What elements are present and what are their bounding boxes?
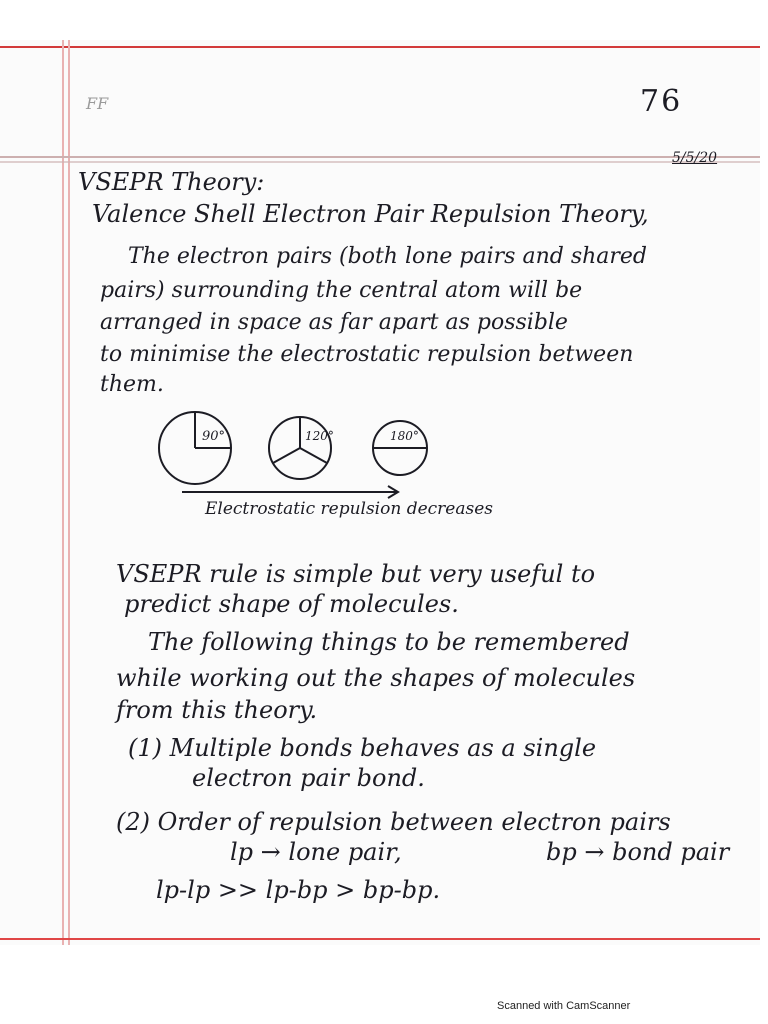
point1-line2: electron pair bond. <box>192 764 425 792</box>
point2-line1: (2) Order of repulsion between electron pairs <box>116 808 671 836</box>
date: 5/5/20 <box>672 150 718 166</box>
point1-line1: (1) Multiple bonds behaves as a single <box>128 734 597 762</box>
electron-pair-diagram <box>150 400 610 520</box>
point2-line2: lp → lone pair, <box>230 838 402 866</box>
paragraph2-line1: VSEPR rule is simple but very useful to <box>116 560 596 588</box>
paragraph3-line2: while working out the shapes of molecules <box>116 664 636 692</box>
angle-label-120: 120° <box>305 429 334 443</box>
paragraph3-line3: from this theory. <box>116 696 318 724</box>
header-rule-2 <box>0 161 760 163</box>
paragraph3-line1: The following things to be remembered <box>148 628 630 656</box>
point2-line2b: bp → bond pair <box>546 838 730 866</box>
bottom-red-line <box>0 938 760 940</box>
point2-line3: lp-lp >> lp-bp > bp-bp. <box>156 876 441 904</box>
top-red-line <box>0 46 760 48</box>
page-number: 76 <box>640 84 683 119</box>
subheading: Valence Shell Electron Pair Repulsion Theory, <box>92 200 649 228</box>
paragraph2-line2: predict shape of molecules. <box>124 590 459 618</box>
margin-mark: FF <box>86 94 109 113</box>
heading: VSEPR Theory: <box>78 168 265 196</box>
paragraph1-line4: to minimise the electrostatic repulsion between <box>100 342 634 367</box>
paragraph1-line3: arranged in space as far apart as possible <box>100 310 568 335</box>
angle-label-180: 180° <box>390 429 419 443</box>
margin-line-inner <box>68 40 70 945</box>
paragraph1-line5: them. <box>100 372 164 397</box>
scanner-watermark: Scanned with CamScanner <box>497 1000 631 1012</box>
paragraph1-line1: The electron pairs (both lone pairs and shared <box>128 244 648 269</box>
angle-label-90: 90° <box>202 429 226 444</box>
paragraph1-line2: pairs) surrounding the central atom will be <box>100 278 583 303</box>
header-rule <box>0 156 760 158</box>
margin-line <box>62 40 64 945</box>
diagram-caption: Electrostatic repulsion decreases <box>205 499 494 519</box>
